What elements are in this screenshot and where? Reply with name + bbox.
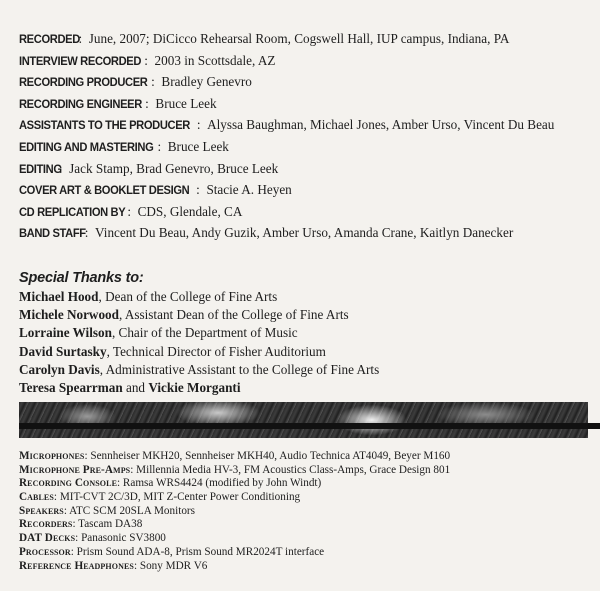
credit-label: EDITING AND MASTERING: [19, 139, 154, 154]
thanks-name: Lorraine Wilson: [19, 325, 112, 341]
credit-value: Jack Stamp, Brad Genevro, Bruce Leek: [69, 160, 279, 176]
thanks-name: Carolyn Davis: [19, 361, 100, 377]
credit-line: COVER ART & BOOKLET DESIGN : Stacie A. Heyen: [19, 179, 594, 201]
equipment-label: Speakers: [19, 504, 64, 517]
equipment-value: MIT-CVT 2C/3D, MIT Z-Center Power Conditioning: [59, 491, 301, 504]
credit-label: COVER ART & BOOKLET DESIGN: [19, 183, 190, 198]
credit-value: June, 2007; DiCicco Rehearsal Room, Cogswell Hall, IUP campus, Indiana, PA: [88, 31, 510, 46]
thanks-line: [19, 306, 594, 324]
equipment-line: DAT Decks: Panasonic SV3800: [19, 532, 166, 545]
credit-line: EDITING AND MASTERING : Bruce Leek: [19, 136, 594, 158]
credit-value: 2003 in Scottsdale, AZ: [154, 52, 276, 68]
equipment-line: Microphone Pre-Amps: Millennia Media HV-3, FM Acoustics Class-Amps, Grace Design 801: [19, 463, 451, 476]
credit-label: BAND STAFF: [19, 226, 86, 241]
credits-section: [19, 28, 594, 244]
credit-line: INTERVIEW RECORDED : 2003 in Scottsdale, AZ: [19, 50, 594, 72]
equipment-line: Microphones: Sennheiser MKH20, Sennheiser MKH40, Audio Technica AT4049, Beyer M160: [19, 450, 451, 462]
credit-label: EDITING: [19, 161, 62, 176]
equipment-label: DAT Decks: [19, 532, 76, 545]
equipment-value: Prism Sound ADA-8, Prism Sound MR2024T interface: [76, 545, 325, 558]
equipment-line: Reference Headphones: Sony MDR V6: [19, 559, 208, 572]
thanks-line: [19, 288, 594, 306]
credit-label: CD REPLICATION BY: [19, 204, 126, 219]
thanks-line: [19, 379, 594, 397]
credit-line: ASSISTANTS TO THE PRODUCER : Alyssa Baughman, Michael Jones, Amber Urso, Vincent Du Beau: [19, 114, 594, 136]
equipment-section: [19, 450, 594, 573]
credit-line: RECORDING PRODUCER : Bradley Genevro: [19, 71, 594, 93]
credit-label: RECORDING ENGINEER: [19, 96, 142, 111]
equipment-value: ATC SCM 20SLA Monitors: [69, 504, 195, 517]
equipment-label: Cables: [19, 491, 54, 504]
thanks-name: Teresa Spearrman: [19, 379, 123, 395]
credit-line: RECORDING ENGINEER : Bruce Leek: [19, 93, 594, 115]
thanks-role: , Technical Director of Fisher Auditorium: [106, 343, 326, 359]
credit-label: INTERVIEW RECORDED: [19, 53, 142, 68]
equipment-label: Recording Console: [19, 477, 118, 490]
equipment-value: Tascam DA38: [78, 518, 143, 531]
credit-line: CD REPLICATION BY : CDS, Glendale, CA: [19, 201, 594, 223]
equipment-value: Sennheiser MKH20, Sennheiser MKH40, Audio Technica AT4049, Beyer M160: [90, 450, 451, 462]
equipment-value: Ramsa WRS4424 (modified by John Windt): [122, 477, 322, 490]
thanks-name: David Surtasky: [19, 343, 107, 359]
credit-value: Vincent Du Beau, Andy Guzik, Amber Urso, Amanda Crane, Kaitlyn Danecker: [95, 225, 514, 241]
thanks-name: Vickie Morganti: [148, 379, 241, 395]
equipment-line: Speakers: ATC SCM 20SLA Monitors: [19, 504, 195, 517]
credit-line: RECORDED: June, 2007; DiCicco Rehearsal Room, Cogswell Hall, IUP campus, Indiana, PA: [19, 28, 594, 50]
equipment-label: Microphones: [19, 450, 85, 462]
credit-label: RECORDING PRODUCER: [19, 75, 148, 90]
credit-value: CDS, Glendale, CA: [137, 203, 243, 219]
thanks-role: , Administrative Assistant to the College of Fine Arts: [99, 361, 380, 377]
credit-value: Alyssa Baughman, Michael Jones, Amber Urso, Vincent Du Beau: [207, 117, 555, 133]
credit-value: Bruce Leek: [167, 138, 229, 154]
thanks-line: [19, 324, 594, 342]
equipment-value: Panasonic SV3800: [81, 532, 166, 545]
equipment-line: Recording Console: Ramsa WRS4424 (modified by John Windt): [19, 477, 322, 490]
equipment-line: Processor: Prism Sound ADA-8, Prism Sound MR2024T interface: [19, 545, 325, 558]
thanks-name: Michael Hood: [19, 289, 99, 304]
special-thanks-section: [19, 268, 594, 397]
special-thanks-heading: Special Thanks to:: [19, 270, 144, 286]
equipment-line: Recorders: Tascam DA38: [19, 518, 143, 531]
credit-label: RECORDED: [19, 32, 80, 46]
equipment-value: Sony MDR V6: [139, 559, 208, 572]
credit-value: Bradley Genevro: [161, 74, 252, 90]
equipment-label: Reference Headphones: [19, 559, 134, 572]
equipment-label: Recorders: [19, 518, 73, 531]
decorative-photo-band: [19, 402, 588, 438]
thanks-joiner: and: [122, 379, 149, 395]
equipment-label: Processor: [19, 545, 71, 558]
thanks-line: [19, 343, 594, 361]
decorative-stripe: [19, 423, 600, 429]
credit-value: Stacie A. Heyen: [206, 182, 292, 198]
credit-line: EDITING: Jack Stamp, Brad Genevro, Bruce Leek: [19, 158, 594, 180]
thanks-role: , Chair of the Department of Music: [111, 325, 298, 341]
thanks-name: Michele Norwood: [19, 307, 119, 323]
equipment-value: Millennia Media HV-3, FM Acoustics Class-Amps, Grace Design 801: [136, 463, 451, 476]
credit-line: BAND STAFF: Vincent Du Beau, Andy Guzik, Amber Urso, Amanda Crane, Kaitlyn Danecker: [19, 222, 594, 244]
thanks-line: [19, 361, 594, 379]
equipment-label: Microphone Pre-Amps: [19, 463, 131, 476]
credit-value: Bruce Leek: [155, 95, 217, 111]
thanks-role: , Dean of the College of Fine Arts: [98, 289, 278, 304]
credit-label: ASSISTANTS TO THE PRODUCER: [19, 118, 190, 133]
thanks-role: , Assistant Dean of the College of Fine Arts: [118, 307, 349, 323]
equipment-line: Cables: MIT-CVT 2C/3D, MIT Z-Center Power Conditioning: [19, 491, 301, 504]
